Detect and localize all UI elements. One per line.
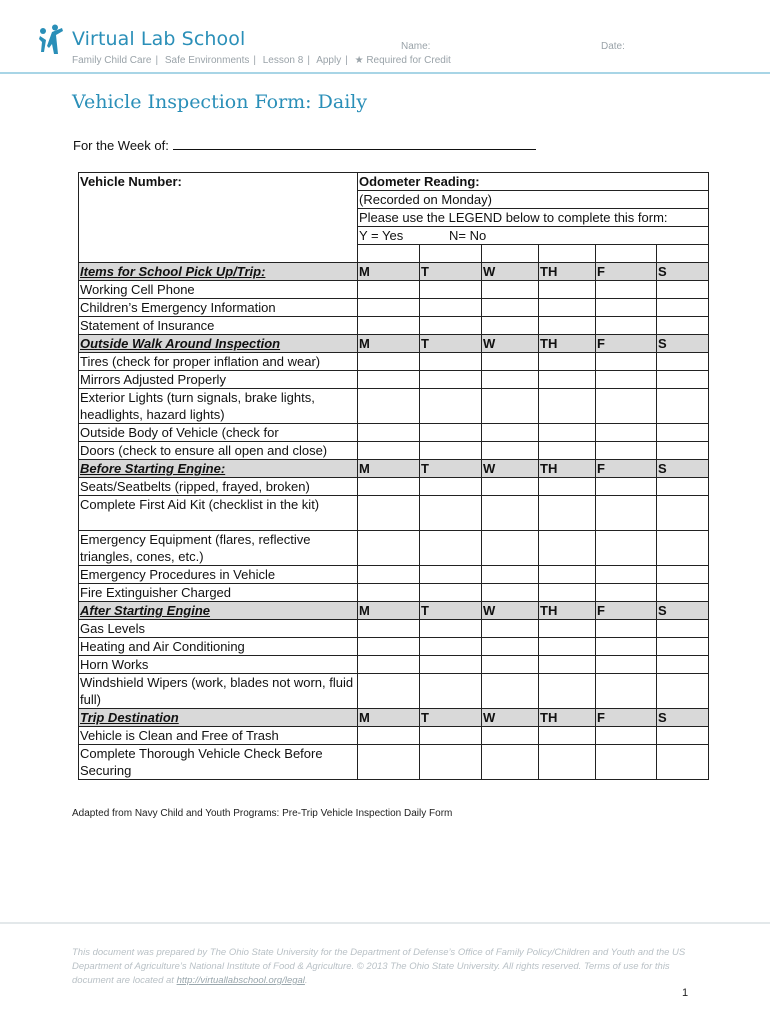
check-cell[interactable] bbox=[358, 584, 420, 602]
check-cell[interactable] bbox=[596, 281, 657, 299]
day-header: M bbox=[358, 709, 420, 727]
inspection-table bbox=[78, 172, 709, 780]
legal-link[interactable]: http://virtuallabschool.org/legal bbox=[176, 975, 305, 986]
day-header: S bbox=[657, 602, 709, 620]
check-cell[interactable] bbox=[539, 299, 596, 317]
day-header: W bbox=[482, 709, 539, 727]
checklist-row bbox=[79, 281, 709, 299]
name-label: Name: bbox=[401, 41, 431, 52]
check-cell[interactable] bbox=[539, 371, 596, 389]
check-cell[interactable] bbox=[420, 371, 482, 389]
check-cell[interactable] bbox=[539, 317, 596, 335]
odometer-cell[interactable] bbox=[358, 173, 709, 191]
check-cell[interactable] bbox=[420, 424, 482, 442]
check-cell[interactable] bbox=[482, 317, 539, 335]
week-of-blank-line[interactable] bbox=[173, 137, 536, 150]
check-cell[interactable] bbox=[482, 674, 539, 709]
check-cell[interactable] bbox=[420, 584, 482, 602]
empty-cell bbox=[539, 245, 596, 263]
header-divider bbox=[0, 72, 770, 74]
day-header: S bbox=[657, 709, 709, 727]
check-cell[interactable] bbox=[482, 371, 539, 389]
check-cell[interactable] bbox=[420, 317, 482, 335]
breadcrumb-item: Safe Environments bbox=[164, 55, 250, 66]
check-cell[interactable] bbox=[657, 478, 709, 496]
day-header: TH bbox=[539, 460, 596, 478]
check-cell[interactable] bbox=[596, 674, 657, 709]
section-title: Items for School Pick Up/Trip: bbox=[79, 263, 358, 281]
day-header: F bbox=[596, 709, 657, 727]
check-cell[interactable] bbox=[657, 656, 709, 674]
legend-no: N= No bbox=[449, 228, 487, 243]
page-title: Vehicle Inspection Form: Daily bbox=[72, 91, 368, 113]
checklist-item-label: Outside Body of Vehicle (check for bbox=[79, 424, 358, 442]
document-header bbox=[0, 0, 770, 74]
empty-cell bbox=[657, 245, 709, 263]
check-cell[interactable] bbox=[358, 496, 420, 531]
empty-cell bbox=[420, 245, 482, 263]
check-cell[interactable] bbox=[358, 317, 420, 335]
check-cell[interactable] bbox=[358, 478, 420, 496]
checklist-row bbox=[79, 674, 709, 709]
check-cell[interactable] bbox=[657, 638, 709, 656]
check-cell[interactable] bbox=[482, 531, 539, 566]
checklist-item-label: Statement of Insurance bbox=[79, 317, 358, 335]
day-header: F bbox=[596, 602, 657, 620]
check-cell[interactable] bbox=[482, 442, 539, 460]
check-cell[interactable] bbox=[358, 389, 420, 424]
check-cell[interactable] bbox=[657, 299, 709, 317]
day-header: W bbox=[482, 602, 539, 620]
checklist-item-label: Seats/Seatbelts (ripped, frayed, broken) bbox=[79, 478, 358, 496]
legend-instruction: Please use the LEGEND below to complete this form: bbox=[358, 209, 709, 227]
check-cell[interactable] bbox=[596, 478, 657, 496]
check-cell[interactable] bbox=[358, 566, 420, 584]
check-cell[interactable] bbox=[539, 424, 596, 442]
checklist-row bbox=[79, 584, 709, 602]
breadcrumb-item: ★ Required for Credit bbox=[354, 55, 451, 66]
check-cell[interactable] bbox=[420, 531, 482, 566]
check-cell[interactable] bbox=[358, 674, 420, 709]
check-cell[interactable] bbox=[420, 656, 482, 674]
check-cell[interactable] bbox=[657, 353, 709, 371]
check-cell[interactable] bbox=[539, 674, 596, 709]
check-cell[interactable] bbox=[596, 353, 657, 371]
day-header: W bbox=[482, 335, 539, 353]
vehicle-header-row bbox=[79, 173, 709, 191]
adapted-note: Adapted from Navy Child and Youth Programs: Pre-Trip Vehicle Inspection Daily Form bbox=[72, 808, 453, 819]
check-cell[interactable] bbox=[657, 424, 709, 442]
checklist-item-label: Exterior Lights (turn signals, brake lights, headlights, hazard lights) bbox=[79, 389, 358, 424]
check-cell[interactable] bbox=[358, 531, 420, 566]
check-cell[interactable] bbox=[420, 727, 482, 745]
vehicle-number-cell[interactable] bbox=[79, 173, 358, 263]
check-cell[interactable] bbox=[420, 638, 482, 656]
check-cell[interactable] bbox=[596, 584, 657, 602]
legend-cell bbox=[358, 227, 709, 245]
checklist-row bbox=[79, 531, 709, 566]
check-cell[interactable] bbox=[657, 442, 709, 460]
page-number: 1 bbox=[682, 987, 689, 999]
day-header: T bbox=[420, 460, 482, 478]
footer-divider bbox=[0, 922, 770, 924]
check-cell[interactable] bbox=[657, 727, 709, 745]
check-cell[interactable] bbox=[358, 281, 420, 299]
check-cell[interactable] bbox=[482, 496, 539, 531]
footer-legal-text: This document was prepared by The Ohio State University for the Department of Defense’s Office of Family Policy/Children and Youth and the US Department of Agriculture’s National Institute of Food & Agriculture. © 2013 The Ohio State University. All rights reserved. Terms of use for this document are located at http://virtuallabschool.org/legal. bbox=[72, 947, 686, 986]
check-cell[interactable] bbox=[482, 584, 539, 602]
check-cell[interactable] bbox=[596, 727, 657, 745]
check-cell[interactable] bbox=[420, 566, 482, 584]
checklist-row bbox=[79, 299, 709, 317]
check-cell[interactable] bbox=[358, 371, 420, 389]
checklist-row bbox=[79, 389, 709, 424]
checklist-item-label: Mirrors Adjusted Properly bbox=[79, 371, 358, 389]
check-cell[interactable] bbox=[420, 281, 482, 299]
check-cell[interactable] bbox=[482, 656, 539, 674]
day-header: T bbox=[420, 335, 482, 353]
check-cell[interactable] bbox=[420, 299, 482, 317]
check-cell[interactable] bbox=[482, 620, 539, 638]
check-cell[interactable] bbox=[539, 584, 596, 602]
odometer-label: Odometer Reading: bbox=[359, 174, 480, 189]
section-header-row bbox=[79, 709, 709, 727]
check-cell[interactable] bbox=[657, 281, 709, 299]
checklist-item-label: Working Cell Phone bbox=[79, 281, 358, 299]
checklist-item-label: Fire Extinguisher Charged bbox=[79, 584, 358, 602]
section-header-row bbox=[79, 263, 709, 281]
check-cell[interactable] bbox=[482, 638, 539, 656]
check-cell[interactable] bbox=[657, 496, 709, 531]
checklist-row bbox=[79, 424, 709, 442]
section-header-row bbox=[79, 602, 709, 620]
day-header: S bbox=[657, 460, 709, 478]
checklist-item-label: Complete First Aid Kit (checklist in the kit) bbox=[79, 496, 358, 531]
checklist-item-label: Emergency Equipment (flares, reflective triangles, cones, etc.) bbox=[79, 531, 358, 566]
checklist-item-label: Children’s Emergency Information bbox=[79, 299, 358, 317]
checklist-item-label: Horn Works bbox=[79, 656, 358, 674]
check-cell[interactable] bbox=[596, 656, 657, 674]
checklist-row bbox=[79, 353, 709, 371]
check-cell[interactable] bbox=[420, 674, 482, 709]
check-cell[interactable] bbox=[596, 620, 657, 638]
check-cell[interactable] bbox=[420, 353, 482, 371]
day-header: M bbox=[358, 335, 420, 353]
day-header: W bbox=[482, 460, 539, 478]
check-cell[interactable] bbox=[539, 389, 596, 424]
section-title: After Starting Engine bbox=[79, 602, 358, 620]
check-cell[interactable] bbox=[420, 442, 482, 460]
empty-cell bbox=[358, 245, 420, 263]
check-cell[interactable] bbox=[482, 389, 539, 424]
check-cell[interactable] bbox=[657, 389, 709, 424]
check-cell[interactable] bbox=[657, 566, 709, 584]
day-header: M bbox=[358, 263, 420, 281]
day-header: F bbox=[596, 263, 657, 281]
check-cell[interactable] bbox=[596, 638, 657, 656]
checklist-item-label: Windshield Wipers (work, blades not worn, fluid full) bbox=[79, 674, 358, 709]
day-header: TH bbox=[539, 335, 596, 353]
check-cell[interactable] bbox=[539, 281, 596, 299]
check-cell[interactable] bbox=[596, 299, 657, 317]
day-header: T bbox=[420, 602, 482, 620]
day-header: S bbox=[657, 263, 709, 281]
check-cell[interactable] bbox=[539, 727, 596, 745]
checklist-row bbox=[79, 745, 709, 780]
section-title: Trip Destination bbox=[79, 709, 358, 727]
checklist-row bbox=[79, 656, 709, 674]
check-cell[interactable] bbox=[657, 531, 709, 566]
check-cell[interactable] bbox=[539, 745, 596, 780]
day-header: TH bbox=[539, 602, 596, 620]
day-header: TH bbox=[539, 263, 596, 281]
check-cell[interactable] bbox=[482, 281, 539, 299]
checklist-item-label: Doors (check to ensure all open and close) bbox=[79, 442, 358, 460]
check-cell[interactable] bbox=[539, 478, 596, 496]
day-header: M bbox=[358, 460, 420, 478]
check-cell[interactable] bbox=[358, 442, 420, 460]
check-cell[interactable] bbox=[420, 745, 482, 780]
check-cell[interactable] bbox=[420, 389, 482, 424]
odometer-note: (Recorded on Monday) bbox=[358, 191, 709, 209]
check-cell[interactable] bbox=[482, 424, 539, 442]
check-cell[interactable] bbox=[358, 299, 420, 317]
checklist-row bbox=[79, 442, 709, 460]
check-cell[interactable] bbox=[482, 353, 539, 371]
section-header-row bbox=[79, 335, 709, 353]
checklist-row bbox=[79, 317, 709, 335]
checklist-row bbox=[79, 620, 709, 638]
day-header: W bbox=[482, 263, 539, 281]
check-cell[interactable] bbox=[539, 353, 596, 371]
footer-copyright: This document was prepared by The Ohio State University for the Department of Defense’s Office of Family Policy/Children and Youth and the US Department of Agriculture’s National Institute of Food & Agriculture. © 2013 The Ohio State University. All rights reserved. Terms of use for this document are located at bbox=[72, 947, 686, 986]
check-cell[interactable] bbox=[657, 674, 709, 709]
check-cell[interactable] bbox=[657, 620, 709, 638]
section-header-row bbox=[79, 460, 709, 478]
check-cell[interactable] bbox=[596, 371, 657, 389]
day-header: T bbox=[420, 709, 482, 727]
check-cell[interactable] bbox=[596, 442, 657, 460]
brand-name: Virtual Lab School bbox=[72, 28, 246, 50]
empty-cell bbox=[482, 245, 539, 263]
checklist-item-label: Emergency Procedures in Vehicle bbox=[79, 566, 358, 584]
check-cell[interactable] bbox=[596, 496, 657, 531]
check-cell[interactable] bbox=[657, 745, 709, 780]
week-of-field bbox=[73, 137, 536, 153]
section-title: Before Starting Engine: bbox=[79, 460, 358, 478]
checklist-row bbox=[79, 478, 709, 496]
check-cell[interactable] bbox=[539, 620, 596, 638]
check-cell[interactable] bbox=[596, 531, 657, 566]
check-cell[interactable] bbox=[358, 656, 420, 674]
check-cell[interactable] bbox=[358, 620, 420, 638]
check-cell[interactable] bbox=[657, 317, 709, 335]
check-cell[interactable] bbox=[596, 424, 657, 442]
check-cell[interactable] bbox=[539, 531, 596, 566]
checklist-item-label: Tires (check for proper inflation and wear) bbox=[79, 353, 358, 371]
week-of-label: For the Week of: bbox=[73, 138, 169, 153]
check-cell[interactable] bbox=[482, 727, 539, 745]
day-header: T bbox=[420, 263, 482, 281]
empty-cell bbox=[596, 245, 657, 263]
check-cell[interactable] bbox=[539, 442, 596, 460]
checklist-row bbox=[79, 638, 709, 656]
check-cell[interactable] bbox=[358, 745, 420, 780]
check-cell[interactable] bbox=[482, 566, 539, 584]
check-cell[interactable] bbox=[420, 478, 482, 496]
check-cell[interactable] bbox=[420, 620, 482, 638]
breadcrumb-item: Family Child Care bbox=[72, 55, 152, 66]
check-cell[interactable] bbox=[420, 496, 482, 531]
check-cell[interactable] bbox=[657, 371, 709, 389]
checklist-item-label: Complete Thorough Vehicle Check Before Securing bbox=[79, 745, 358, 780]
check-cell[interactable] bbox=[657, 584, 709, 602]
breadcrumb-item: Lesson 8 bbox=[262, 55, 304, 66]
day-header: M bbox=[358, 602, 420, 620]
checklist-row bbox=[79, 371, 709, 389]
legend-yes: Y = Yes bbox=[359, 228, 404, 243]
check-cell[interactable] bbox=[539, 656, 596, 674]
check-cell[interactable] bbox=[539, 638, 596, 656]
check-cell[interactable] bbox=[482, 299, 539, 317]
vehicle-number-label: Vehicle Number: bbox=[80, 174, 182, 189]
checklist-row bbox=[79, 727, 709, 745]
day-header: F bbox=[596, 460, 657, 478]
checklist-item-label: Gas Levels bbox=[79, 620, 358, 638]
day-header: S bbox=[657, 335, 709, 353]
check-cell[interactable] bbox=[539, 566, 596, 584]
section-title: Outside Walk Around Inspection bbox=[79, 335, 358, 353]
check-cell[interactable] bbox=[358, 353, 420, 371]
breadcrumb-item: Apply bbox=[316, 55, 342, 66]
check-cell[interactable] bbox=[358, 727, 420, 745]
breadcrumb: Family Child Care | Safe Environments | Lesson 8 | Apply | ★ Required for Credit bbox=[72, 55, 451, 66]
checklist-item-label: Heating and Air Conditioning bbox=[79, 638, 358, 656]
checklist-item-label: Vehicle is Clean and Free of Trash bbox=[79, 727, 358, 745]
check-cell[interactable] bbox=[596, 389, 657, 424]
check-cell[interactable] bbox=[482, 478, 539, 496]
day-header: F bbox=[596, 335, 657, 353]
check-cell[interactable] bbox=[358, 638, 420, 656]
checklist-row bbox=[79, 566, 709, 584]
check-cell[interactable] bbox=[539, 496, 596, 531]
check-cell[interactable] bbox=[596, 566, 657, 584]
check-cell[interactable] bbox=[596, 745, 657, 780]
virtual-lab-school-logo-icon bbox=[38, 24, 66, 58]
check-cell[interactable] bbox=[596, 317, 657, 335]
date-label: Date: bbox=[601, 41, 625, 52]
check-cell[interactable] bbox=[358, 424, 420, 442]
day-header: TH bbox=[539, 709, 596, 727]
checklist-row bbox=[79, 496, 709, 531]
check-cell[interactable] bbox=[482, 745, 539, 780]
